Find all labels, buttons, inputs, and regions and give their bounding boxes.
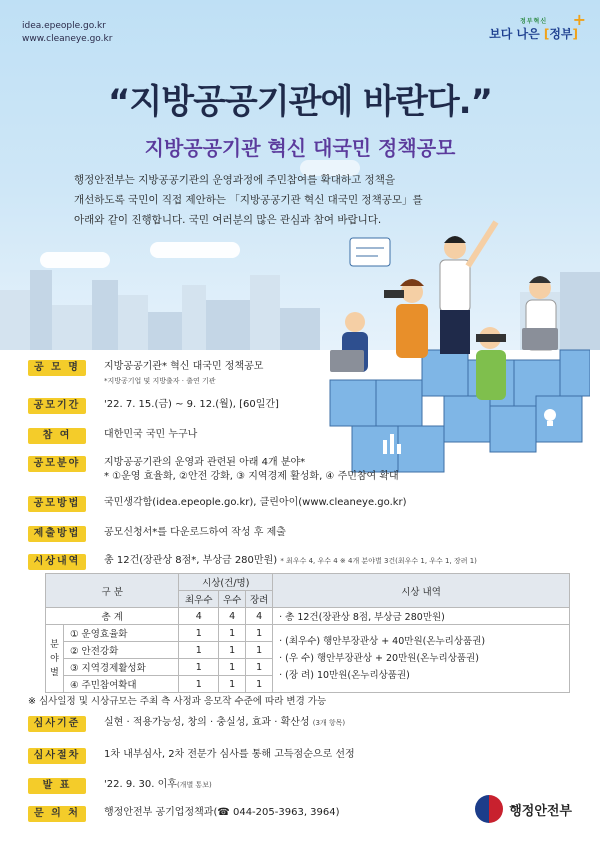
- ministry-logo: 행정안전부: [475, 795, 572, 823]
- row-period: 공모기간 '22. 7. 15.(금) ~ 9. 12.(월), [60일간]: [28, 398, 279, 414]
- person-binoculars: [384, 279, 428, 358]
- url-cleaneye[interactable]: www.cleaneye.go.kr: [22, 34, 113, 44]
- plus-icon: +: [572, 10, 586, 29]
- row-award: 시상내역 총 12건(장관상 8점*, 부상금 280만원) * 최우수 4, 우수 4 ※ 4개 분야별 3건(최우수 1, 우수 1, 장려 1): [28, 554, 477, 570]
- url-epeople[interactable]: idea.epeople.go.kr: [22, 21, 106, 31]
- row-criteria: 심사기준 실현 · 적용가능성, 창의 · 충실성, 효과 · 확산성 (3개 항목): [28, 716, 345, 732]
- person-green: [476, 327, 506, 400]
- table-row: 분야별 ① 운영효율화 1 1 1 · (최우수) 행안부장관상 + 40만원(온누리상품권) · (우 수) 행안부장관상 + 20만원(온누리상품권) · (장 려) 10만원(온누리상품권): [46, 625, 570, 642]
- table-note: ※ 심사일정 및 시상규모는 주최 측 사정과 응모작 수준에 따라 변경 가능: [28, 696, 327, 707]
- intro-text: 행정안전부는 지방공공기관의 운영과정에 주민참여를 확대하고 정책을 개선하도록 국민이 직접 제안하는 「지방공공기관 혁신 대국민 정책공모」를 아래와 같이 진행합니다. 국민 여러분의 많은 관심과 참여 바랍니다.: [74, 174, 423, 226]
- row-submit: 제출방법 공모신청서*를 다운로드하여 작성 후 제출: [28, 526, 286, 542]
- page-subtitle: 지방공공기관 혁신 대국민 정책공모: [144, 136, 456, 160]
- row-contest-name: 공 모 명 지방공공기관* 혁신 대국민 정책공모 *지방공기업 및 지방출자 · 출연 기관: [28, 360, 263, 388]
- row-contact: 문 의 처 행정안전부 공기업정책과(☎ 044-205-3963, 3964): [28, 806, 340, 822]
- person-right: [522, 276, 558, 350]
- row-announce: 발 표 '22. 9. 30. 이후(개별 통보): [28, 778, 212, 794]
- row-field: 공모분야 지방공공기관의 운영과 관련된 아래 4개 분야* * ①운영 효율화, ②안전 강화, ③ 지역경제 활성화, ④ 주민참여 확대: [28, 456, 399, 484]
- row-method: 공모방법 국민생각함(idea.epeople.go.kr), 클린아이(www.cleaneye.go.kr): [28, 496, 407, 512]
- prize-table: 구 분 시상(건/명) 시상 내역 최우수 우수 장려 총 계 4 4 4 · 총 12건(장관상 8점, 부상금 280만원) 분야별 ① 운영효율화 1 1 1 · (최우수) 행안부장관상 + 40만원(온누리상품권) · (우 수) 행안부장관상 + 20만원(온누리상품권) · (장 려) 10만원(온누리상품권) ② 안전강화 1 1 1 ③ 지역경제활성화 1 1 1 ④ 주민참여확대 1 1 1: [45, 573, 570, 693]
- table-row-total: 총 계 4 4 4 · 총 12건(장관상 8점, 부상금 280만원): [46, 608, 570, 625]
- table-row: ④ 주민참여확대 1 1 1: [46, 676, 570, 693]
- page-title: “지방공공기관에 바란다.”: [108, 82, 492, 122]
- table-row: ② 안전강화 1 1 1: [46, 642, 570, 659]
- row-process: 심사절차 1차 내부심사, 2차 전문가 심사를 통해 고득점순으로 선정: [28, 748, 355, 764]
- citizens-illustration: [300, 210, 590, 490]
- person-left: [330, 312, 368, 372]
- paper-icon: [350, 238, 390, 266]
- website-urls: [22, 20, 112, 46]
- row-participation: 참 여 대한민국 국민 누구나: [28, 428, 197, 444]
- taegeuk-icon: [475, 795, 503, 823]
- government-innovation-logo: 정부혁신 보다 나은 [정부] +: [489, 10, 586, 41]
- table-row: ③ 지역경제활성화 1 1 1: [46, 659, 570, 676]
